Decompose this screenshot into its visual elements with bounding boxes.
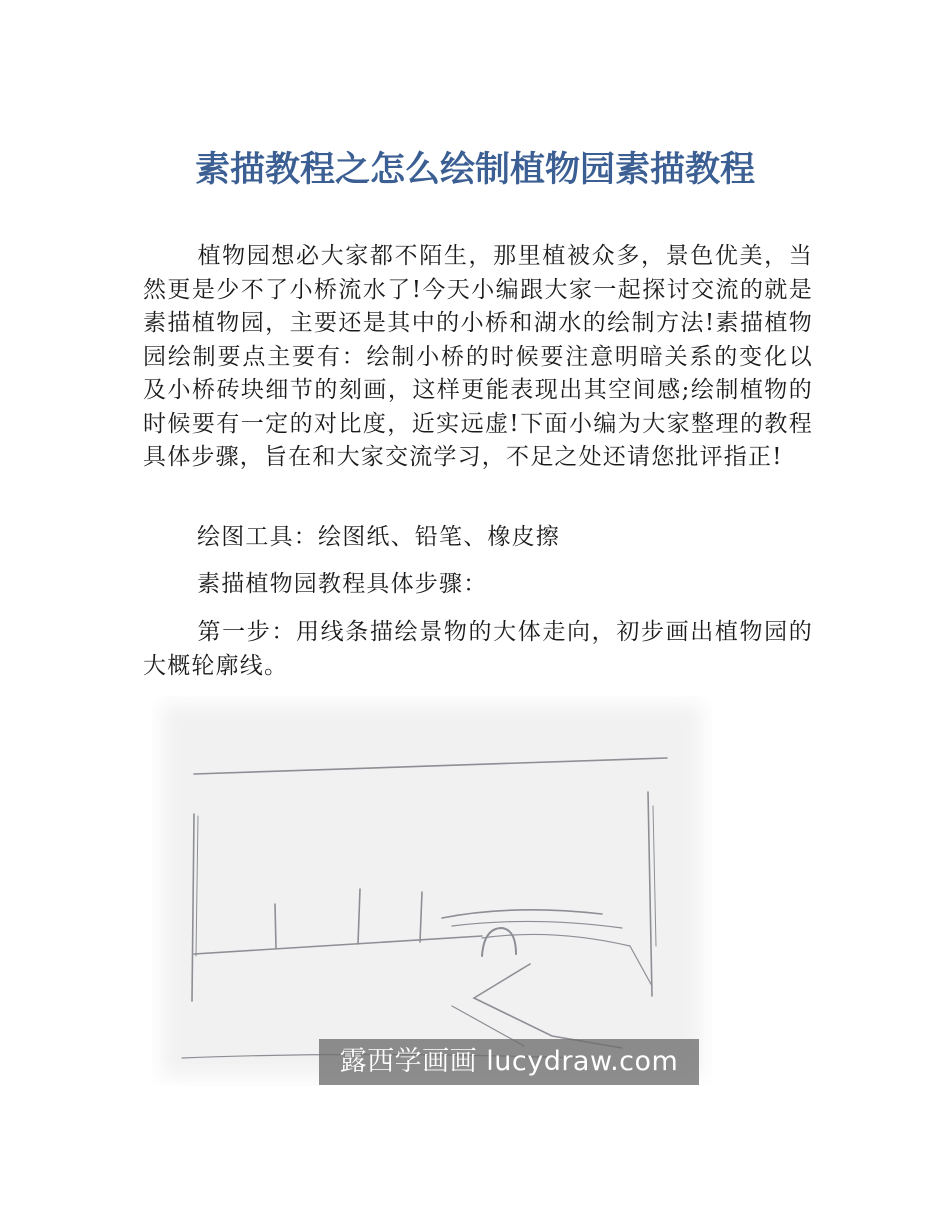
steps-heading-text: 素描植物园教程具体步骤： xyxy=(197,571,488,597)
step-one-text: 第一步：用线条描绘景物的大体走向，初步画出植物园的大概轮廓线。 xyxy=(143,619,813,679)
sketch-illustration xyxy=(152,696,712,1086)
steps-heading-paragraph xyxy=(143,568,813,602)
tools-paragraph xyxy=(143,521,813,555)
watermark-banner: 露西学画画 lucydraw.com xyxy=(319,1039,699,1085)
step-one-paragraph xyxy=(143,616,813,683)
pencil-sketch-figure xyxy=(152,696,712,1086)
page-title: 素描教程之怎么绘制植物园素描教程 xyxy=(194,150,755,190)
intro-paragraph-text: 植物园想必大家都不陌生，那里植被众多，景色优美，当然更是少不了小桥流水了!今天小编跟大家一起探讨交流的就是素描植物园，主要还是其中的小桥和湖水的绘制方法!素描植物园绘制要点主要有：绘制小桥的时候要注意明暗关系的变化以及小桥砖块细节的刻画，这样更能表现出其空间感;绘制植物的时候要有一定的对比度，近实远虚!下面小编为大家整理的教程具体步骤，旨在和大家交流学习，不足之处还请您批评指正! xyxy=(143,243,813,470)
intro-paragraph xyxy=(143,240,813,475)
tools-paragraph-text: 绘图工具：绘图纸、铅笔、橡皮擦 xyxy=(197,524,560,550)
tree-trunk-1 xyxy=(275,904,276,948)
